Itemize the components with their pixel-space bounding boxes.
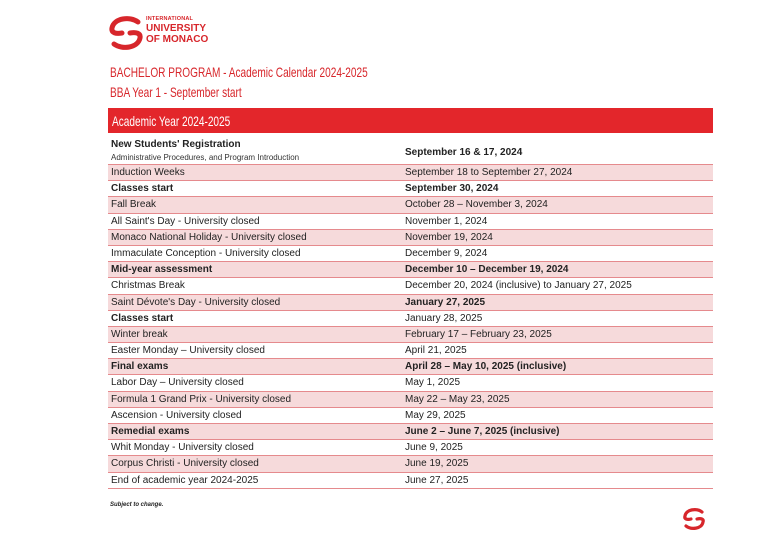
- date-cell: April 28 – May 10, 2025 (inclusive): [405, 361, 567, 373]
- event-label: Christmas Break: [111, 280, 185, 292]
- table-row: [108, 295, 713, 311]
- event-label: Winter break: [111, 328, 168, 340]
- date-cell: May 1, 2025: [405, 377, 461, 389]
- date-cell: June 9, 2025: [405, 442, 463, 454]
- event-label: All Saint's Day - University closed: [111, 215, 260, 227]
- date-cell: September 16 & 17, 2024: [405, 147, 523, 158]
- date-cell: October 28 – November 3, 2024: [405, 199, 548, 211]
- event-cell: [111, 216, 260, 227]
- event-cell: [111, 361, 168, 372]
- table-row: [108, 327, 713, 343]
- event-label: End of academic year 2024-2025: [111, 474, 259, 486]
- event-label: Induction Weeks: [111, 167, 185, 178]
- event-cell: [111, 345, 265, 356]
- table-row: [108, 408, 713, 424]
- event-label: Whit Monday - University closed: [111, 442, 254, 454]
- event-label: Labor Day – University closed: [111, 377, 244, 389]
- section-header-band: [108, 108, 713, 133]
- date-cell: November 1, 2024: [405, 215, 488, 227]
- logo-line-2: UNIVERSITY: [146, 22, 207, 34]
- date-cell: April 21, 2025: [405, 345, 467, 357]
- table-row: [108, 135, 713, 165]
- event-cell: [111, 377, 244, 388]
- event-cell: [111, 475, 258, 486]
- table-row: [108, 424, 713, 440]
- event-label: New Students' Registration: [111, 139, 241, 150]
- date-cell: June 2 – June 7, 2025 (inclusive): [405, 426, 560, 437]
- logo-line-1: INTERNATIONAL: [146, 16, 194, 22]
- event-label: Easter Monday – University closed: [111, 345, 265, 357]
- table-row: [108, 456, 713, 472]
- event-sublabel: Administrative Procedures, and Program Introduction: [111, 153, 300, 162]
- table-row: [108, 440, 713, 456]
- disclaimer-note: Subject to change.: [110, 502, 164, 508]
- date-cell: December 10 – December 19, 2024: [405, 264, 569, 276]
- date-cell: September 30, 2024: [405, 183, 499, 195]
- event-label: Immaculate Conception - University closed: [111, 247, 301, 259]
- table-row: [108, 262, 713, 278]
- event-label: Classes start: [111, 183, 174, 195]
- table-row: [108, 230, 713, 246]
- logo-wordmark: [146, 17, 208, 45]
- table-row: [108, 392, 713, 408]
- event-cell: [111, 297, 280, 308]
- university-mark-icon: [682, 508, 706, 530]
- event-label: Formula 1 Grand Prix - University closed: [111, 393, 292, 405]
- event-cell: [111, 426, 189, 437]
- university-logo-icon: [108, 16, 144, 50]
- event-label: Ascension - University closed: [111, 409, 242, 421]
- date-cell: January 28, 2025: [405, 312, 483, 324]
- event-label: Saint Dévote's Day - University closed: [111, 296, 281, 308]
- event-cell: [111, 313, 173, 324]
- event-cell: [111, 183, 173, 194]
- section-header-title: Academic Year 2024-2025: [112, 113, 231, 129]
- event-label: Fall Break: [111, 199, 157, 211]
- event-cell: [111, 232, 307, 243]
- event-label: Classes start: [111, 312, 174, 324]
- event-cell: [111, 329, 168, 340]
- event-cell: [111, 139, 299, 162]
- table-row: [108, 165, 713, 181]
- event-cell: [111, 280, 185, 291]
- event-label: Final exams: [111, 361, 169, 373]
- table-row: [108, 473, 713, 489]
- date-cell: February 17 – February 23, 2025: [405, 328, 552, 340]
- calendar-table: [108, 135, 713, 489]
- event-cell: [111, 199, 156, 210]
- date-cell: December 20, 2024 (inclusive) to January 27, 2025: [405, 280, 632, 292]
- event-cell: [111, 442, 254, 453]
- event-cell: [111, 167, 185, 178]
- document-title: BACHELOR PROGRAM - Academic Calendar 2024-2025: [110, 64, 368, 80]
- event-label: Mid-year assessment: [111, 264, 213, 276]
- table-row: [108, 311, 713, 327]
- table-row: [108, 214, 713, 230]
- event-cell: [111, 458, 259, 469]
- table-row: [108, 197, 713, 213]
- date-cell: November 19, 2024: [405, 231, 493, 243]
- event-label: Monaco National Holiday - University closed: [111, 231, 307, 243]
- table-row: [108, 375, 713, 391]
- logo-line-3: OF MONACO: [146, 33, 209, 45]
- table-row: [108, 359, 713, 375]
- event-cell: [111, 410, 242, 421]
- document-subtitle: BBA Year 1 - September start: [110, 84, 242, 100]
- table-row: [108, 181, 713, 197]
- date-cell: December 9, 2024: [405, 247, 488, 259]
- date-cell: June 19, 2025: [405, 458, 469, 470]
- university-logo: [108, 14, 228, 54]
- table-row: [108, 246, 713, 262]
- date-cell: September 18 to September 27, 2024: [405, 167, 573, 178]
- event-cell: [111, 394, 291, 405]
- event-label: Corpus Christi - University closed: [111, 458, 259, 470]
- table-row: [108, 278, 713, 294]
- date-cell: January 27, 2025: [405, 296, 486, 308]
- date-cell: May 22 – May 23, 2025: [405, 393, 510, 405]
- event-cell: [111, 248, 301, 259]
- event-cell: [111, 264, 212, 275]
- date-cell: June 27, 2025: [405, 474, 469, 486]
- table-row: [108, 343, 713, 359]
- date-cell: May 29, 2025: [405, 409, 466, 421]
- event-label: Remedial exams: [111, 426, 190, 437]
